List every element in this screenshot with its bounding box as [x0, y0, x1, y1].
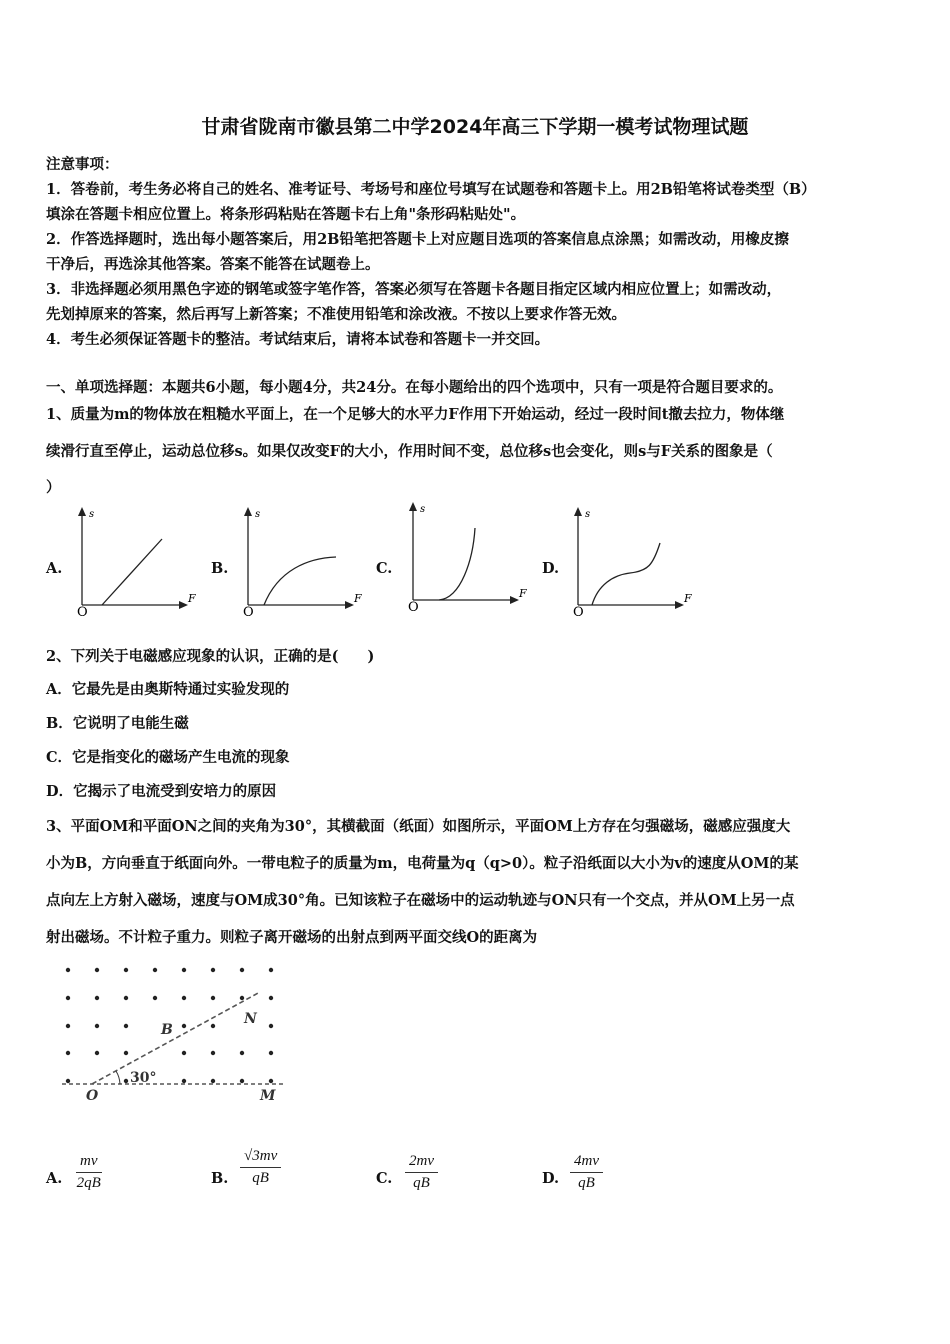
- q1-graph-c: [403, 500, 533, 615]
- origin-label: O: [77, 605, 88, 620]
- q3-option-a-label: A.: [46, 1170, 63, 1187]
- label-o: O: [86, 1088, 99, 1104]
- denominator: qB: [413, 1175, 430, 1191]
- axis-f-label: F: [519, 587, 527, 600]
- q3-option-c-label: C.: [376, 1170, 393, 1187]
- denominator: qB: [252, 1170, 269, 1186]
- q3-option-b-label: B.: [211, 1170, 229, 1187]
- notice-line: 干净后，再选涂其他答案。答案不能答在试题卷上。: [46, 256, 380, 273]
- q3-magnetic-field-figure: [50, 958, 300, 1108]
- notice-line: 填涂在答题卡相应位置上。将条形码粘贴在答题卡右上角"条形码粘贴处"。: [46, 206, 526, 223]
- page-title: 甘肃省陇南市徽县第二中学2024年高三下学期一模考试物理试题: [201, 116, 749, 138]
- q3-option-a-fraction: [76, 1153, 102, 1192]
- q2-option: D．它揭示了电流受到安培力的原因: [46, 783, 277, 800]
- q3-option-b-fraction: [240, 1148, 281, 1187]
- q3-stem-line: 射出磁场。不计粒子重力。则粒子离开磁场的出射点到两平面交线O的距离为: [46, 929, 538, 946]
- label-n: N: [244, 1011, 257, 1027]
- numerator: 2mv: [405, 1153, 438, 1173]
- q2-option: C．它是指变化的磁场产生电流的现象: [46, 749, 290, 766]
- axis-s-label: s: [89, 509, 95, 520]
- q1-stem-line: ）: [46, 479, 61, 496]
- axis-s-label: s: [255, 509, 261, 520]
- axis-f-label: F: [188, 592, 196, 605]
- axis-f-label: F: [354, 592, 362, 605]
- denominator: 2qB: [76, 1175, 101, 1191]
- notice-line: 2．作答选择题时，选出每小题答案后，用2B铅笔把答题卡上对应题目选项的答案信息点涂黑；如需改动，用橡皮擦: [46, 231, 789, 248]
- angle-label: 30°: [130, 1070, 157, 1086]
- q1-stem-line: 续滑行直至停止，运动总位移s。如果仅改变F的大小，作用时间不变，总位移s也会变化，则s与F关系的图象是（: [46, 443, 773, 460]
- numerator: mv: [76, 1153, 102, 1173]
- q1-stem-line: 1、质量为m的物体放在粗糙水平面上，在一个足够大的水平力F作用下开始运动，经过一段时间t撤去拉力，物体继: [46, 406, 785, 423]
- numerator: 4mv: [570, 1153, 603, 1173]
- notice-line: 先划掉原来的答案，然后再写上新答案；不准使用铅笔和涂改液。不按以上要求作答无效。: [46, 306, 626, 323]
- q3-stem-line: 点向左上方射入磁场，速度与OM成30°角。已知该粒子在磁场中的运动轨迹与ON只有一个交点，并从OM上另一点: [46, 892, 795, 909]
- q3-option-d-label: D.: [542, 1170, 560, 1187]
- q1-graph-b: [238, 505, 368, 620]
- notice-line: 4．考生必须保证答题卡的整洁。考试结束后，请将本试卷和答题卡一并交回。: [46, 331, 550, 348]
- q3-stem-line: 小为B，方向垂直于纸面向外。一带电粒子的质量为m，电荷量为q（q>0）。粒子沿纸面以大小为v的速度从OM的某: [46, 855, 799, 872]
- q1-option-c-label: C.: [376, 560, 393, 577]
- q1-option-d-label: D.: [542, 560, 560, 577]
- origin-label: O: [243, 605, 254, 620]
- denominator: qB: [578, 1175, 595, 1191]
- q3-stem-line: 3、平面OM和平面ON之间的夹角为30°，其横截面（纸面）如图所示，平面OM上方存在匀强磁场，磁感应强度大: [46, 818, 791, 835]
- plane-on-line: [92, 992, 260, 1084]
- notice-line: 3．非选择题必须用黑色字迹的钢笔或签字笔作答，答案必须写在答题卡各题目指定区域内相应位置上；如需改动，: [46, 281, 782, 298]
- notice-heading: 注意事项：: [46, 156, 119, 173]
- q2-stem: 2、下列关于电磁感应现象的认识，正确的是( ): [46, 648, 375, 665]
- q1-graph-a: [72, 505, 202, 620]
- q2-option: B．它说明了电能生磁: [46, 715, 189, 732]
- q3-option-d-fraction: [570, 1153, 603, 1192]
- origin-label: O: [573, 605, 584, 620]
- label-m: M: [260, 1088, 276, 1104]
- section-heading: 一、单项选择题：本题共6小题，每小题4分，共24分。在每小题给出的四个选项中，只有一项是符合题目要求的。: [46, 379, 783, 396]
- q3-option-c-fraction: [405, 1153, 438, 1192]
- notice-line: 1．答卷前，考生务必将自己的姓名、准考证号、考场号和座位号填写在试题卷和答题卡上。用2B铅笔将试卷类型（B）: [46, 181, 816, 198]
- axis-s-label: s: [585, 509, 591, 520]
- field-label-b: B: [161, 1022, 173, 1038]
- q1-option-a-label: A.: [46, 560, 63, 577]
- q1-option-b-label: B.: [211, 560, 229, 577]
- q1-graph-d: [568, 505, 698, 620]
- q2-option: A．它最先是由奥斯特通过实验发现的: [46, 681, 290, 698]
- numerator: √3mv: [240, 1148, 281, 1168]
- axis-f-label: F: [684, 592, 692, 605]
- axis-s-label: s: [420, 504, 426, 515]
- origin-label: O: [408, 600, 419, 615]
